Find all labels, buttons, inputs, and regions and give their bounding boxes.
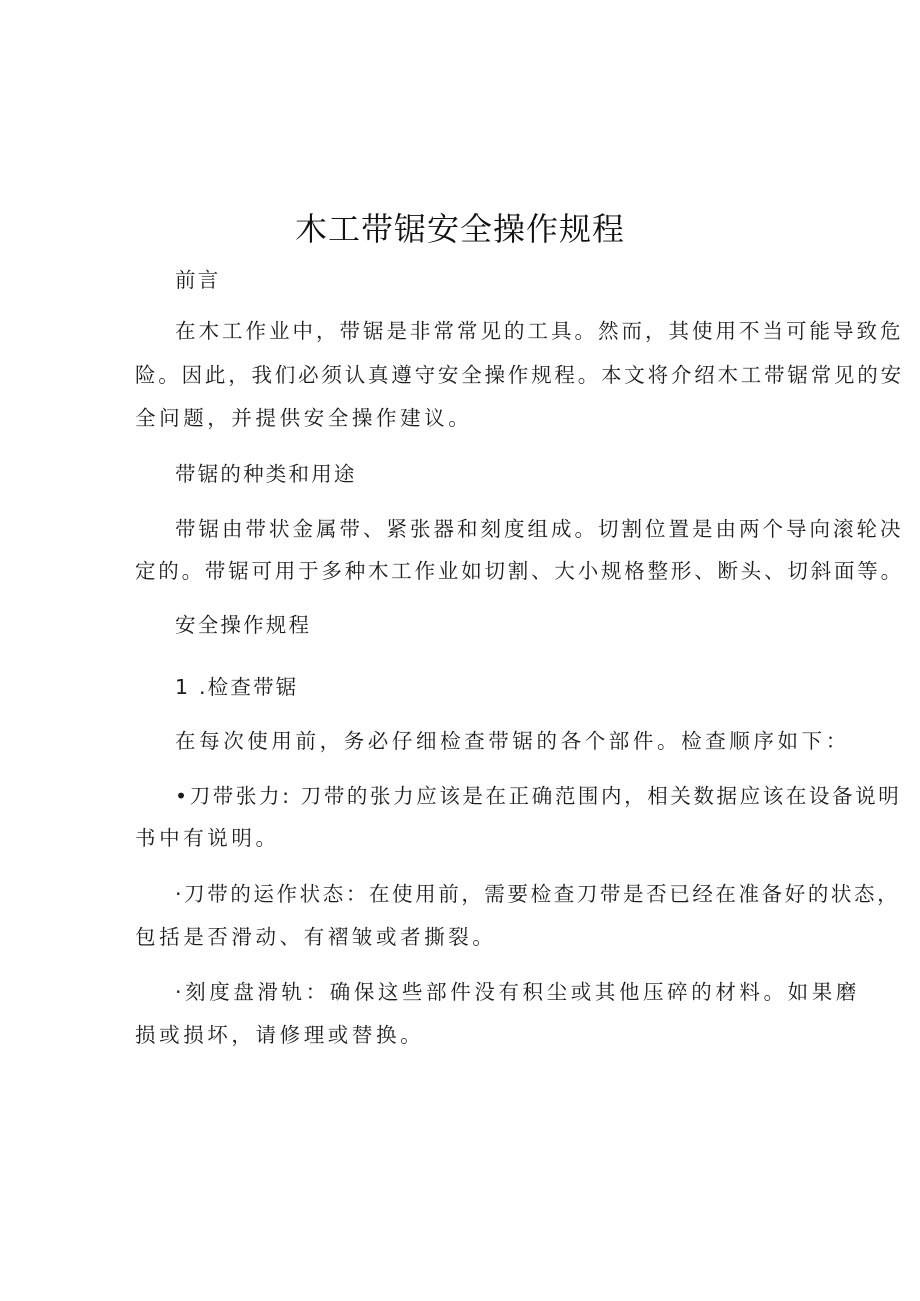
preface-line: 在木工作业中，带锯是非常常见的工具。然而，其使用不当可能导致危	[175, 319, 904, 343]
rules-heading: 安全操作规程	[175, 613, 312, 637]
document-title: 木工带锯安全操作规程	[294, 210, 625, 248]
step1-intro: 在每次使用前，务必仔细检查带锯的各个部件。检查顺序如下：	[175, 729, 850, 753]
types-line: 定的。带锯可用于多种木工作业如切割、大小规格整形、断头、切斜面等。	[135, 559, 904, 583]
bullet-tension-line: •刀带张力: 刀带的张力应该是在正确范围内，相关数据应该在设备说明	[175, 784, 902, 808]
bullet-blade-state-line: 包括是否滑动、有褶皱或者撕裂。	[135, 925, 497, 949]
preface-line: 险。因此，我们必须认真遵守安全操作规程。本文将介绍木工带锯常见的安	[135, 363, 904, 387]
types-line: 带锯由带状金属带、紧张器和刻度组成。切割位置是由两个导向滚轮决	[175, 517, 904, 541]
bullet-tension-line: 书中有说明。	[135, 826, 280, 850]
preface-heading: 前言	[175, 268, 221, 292]
bullet-dial-rail-line: 损或损坏，请修理或替换。	[135, 1023, 425, 1047]
bullet-dial-rail-line: ·刻度盘滑轨：确保这些部件没有积尘或其他压碎的材料。如果磨	[175, 980, 860, 1004]
bullet-blade-state-line: ·刀带的运作状态：在使用前，需要检查刀带是否已经在准备好的状态，	[175, 882, 901, 906]
types-heading: 带锯的种类和用途	[175, 462, 357, 486]
preface-line: 全问题，并提供安全操作建议。	[135, 406, 473, 430]
step1-heading: 1 .检查带锯	[175, 675, 299, 699]
